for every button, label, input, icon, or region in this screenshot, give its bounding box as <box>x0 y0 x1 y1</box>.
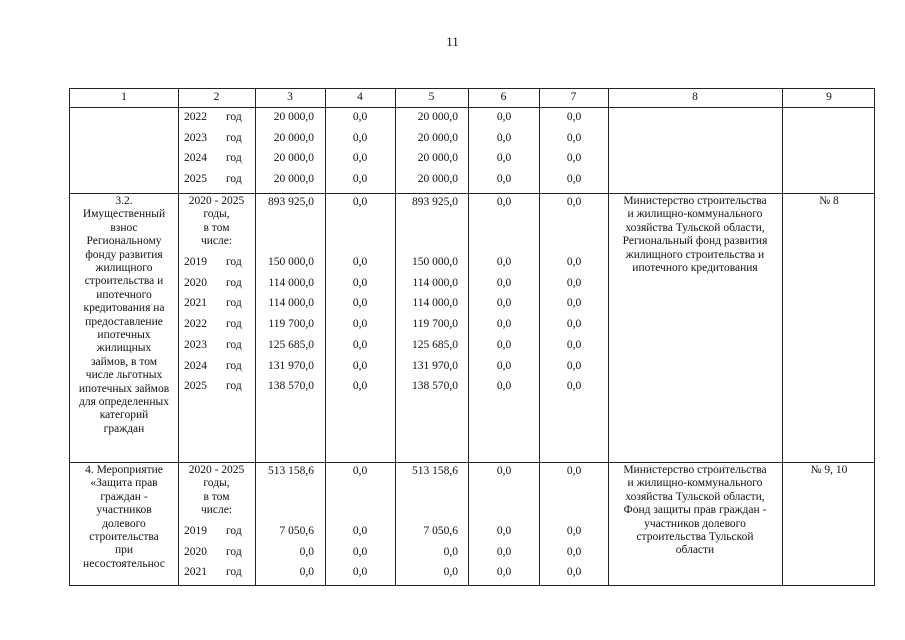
sectionB-row-col3: 114 000,0 <box>268 297 314 310</box>
sectionB-row-col4: 0,0 <box>352 256 368 268</box>
measure-name-line: участников <box>96 504 152 517</box>
executor-line: Министерство строительства <box>623 464 767 476</box>
sectionB-total-col4: 0,0 <box>352 196 368 208</box>
measure-name-line: Региональному <box>86 235 162 248</box>
sectionA-row-col3: 20 000,0 <box>273 152 314 165</box>
sectionB-row-col7: 0,0 <box>566 318 582 331</box>
period-line: числе: <box>200 504 233 517</box>
measure-name-line: Имущественный <box>82 208 166 221</box>
sectionA-row-col3: 20 000,0 <box>273 173 314 186</box>
sectionC-row-col3: 7 050,6 <box>279 525 314 537</box>
sectionA-row-year: 2023 <box>184 131 207 144</box>
sectionA-row-col5: 20 000,0 <box>417 173 458 186</box>
measure-name-line: 4. Мероприятие <box>85 464 163 476</box>
sectionA-row-year: 2025 <box>184 173 207 186</box>
column-divider <box>395 89 396 585</box>
sectionB-row-col6: 0,0 <box>496 380 512 393</box>
sectionA-row-col7: 0,0 <box>566 131 582 144</box>
sectionB-row-col3: 125 685,0 <box>268 338 314 351</box>
sectionB-row-col3: 119 700,0 <box>268 318 314 331</box>
column-divider <box>468 89 469 585</box>
sectionC-row-unit: год <box>226 525 242 537</box>
sectionA-row-unit: год <box>226 131 242 144</box>
sectionA-row-col7: 0,0 <box>566 152 582 165</box>
sectionA-row-year: 2022 <box>184 111 207 123</box>
executor-line: Министерство строительства <box>623 195 767 207</box>
sectionB-row-col4: 0,0 <box>352 359 368 372</box>
sectionA-row-col5: 20 000,0 <box>417 131 458 144</box>
sectionA-row-col3: 20 000,0 <box>273 131 314 144</box>
sectionC-row-col4: 0,0 <box>352 566 368 579</box>
sectionB-row-col7: 0,0 <box>566 256 582 268</box>
measure-name-line: взнос <box>110 221 138 234</box>
sectionA-row-col6: 0,0 <box>496 152 512 165</box>
executor-line: области <box>675 544 715 557</box>
sectionB-row-col3: 150 000,0 <box>268 256 314 268</box>
sectionA-row-col3: 20 000,0 <box>273 111 314 123</box>
sectionB-row-col3: 114 000,0 <box>268 276 314 289</box>
measure-name-line: для определенных <box>79 396 169 408</box>
sectionC-row-col5: 0,0 <box>443 545 458 558</box>
sectionC-total-col6: 0,0 <box>496 465 512 477</box>
sectionB-row-col7: 0,0 <box>566 380 582 393</box>
sectionA-row-col5: 20 000,0 <box>417 152 458 165</box>
executor-line: участников долевого <box>644 517 746 530</box>
executor-line: жилищного строительства и <box>625 248 765 261</box>
measure-name-line: граждан - <box>100 490 148 503</box>
sectionC-row-col5: 7 050,6 <box>423 525 458 537</box>
sectionC-row-col3: 0,0 <box>299 545 314 558</box>
sectionB-row-unit: год <box>226 297 242 310</box>
sectionC-row-col7: 0,0 <box>566 566 582 579</box>
sectionC-total-col3: 513 158,6 <box>268 465 314 477</box>
sectionB-row-col4: 0,0 <box>352 276 368 289</box>
indicator-ref: № 9, 10 <box>810 464 848 476</box>
sectionC-row-col3: 0,0 <box>299 566 314 579</box>
sectionB-row-col7: 0,0 <box>566 297 582 310</box>
column-header: 2 <box>213 91 220 103</box>
sectionC-total-col5: 513 158,6 <box>412 465 458 477</box>
sectionC-row-col5: 0,0 <box>443 566 458 579</box>
measure-name-line: ипотечных займов <box>78 382 170 395</box>
sectionC-row-col6: 0,0 <box>496 525 512 537</box>
period-line: годы, <box>203 208 230 221</box>
sectionC-row-year: 2021 <box>184 566 207 579</box>
measure-name-line: 3.2. <box>115 195 133 207</box>
sectionB-row-year: 2020 <box>184 276 207 289</box>
sectionA-row-col5: 20 000,0 <box>417 111 458 123</box>
executor-line: Региональный фонд развития <box>622 235 768 248</box>
sectionB-row-col3: 138 570,0 <box>268 380 314 393</box>
measure-name-line: несостоятельнос <box>83 557 165 570</box>
sectionB-row-col5: 114 000,0 <box>412 276 458 289</box>
period-line: в том <box>203 490 230 503</box>
period-line: 2020 - 2025 <box>188 464 245 476</box>
sectionC-row-col6: 0,0 <box>496 566 512 579</box>
sectionC-row-year: 2019 <box>184 525 207 537</box>
column-header: 9 <box>826 91 832 103</box>
sectionA-row-col4: 0,0 <box>352 111 368 123</box>
period-line: числе: <box>200 235 233 248</box>
column-header: 4 <box>357 91 363 103</box>
sectionA-row-year: 2024 <box>184 152 207 165</box>
sectionC-row-year: 2020 <box>184 545 207 558</box>
sectionB-row-col4: 0,0 <box>352 338 368 351</box>
measure-name-line: числе льготных <box>85 369 163 382</box>
page-number: 11 <box>446 34 459 49</box>
executor-line: хозяйства Тульской области, <box>625 490 765 503</box>
sectionA-row-col4: 0,0 <box>352 131 368 144</box>
sectionB-row-unit: год <box>226 380 242 393</box>
executor-line: строительства Тульской <box>636 531 754 543</box>
row-divider <box>70 193 874 194</box>
sectionB-row-col3: 131 970,0 <box>268 359 314 372</box>
measure-name-line: долевого <box>102 517 146 530</box>
sectionC-row-col6: 0,0 <box>496 545 512 558</box>
sectionC-row-col7: 0,0 <box>566 525 582 537</box>
sectionB-row-col7: 0,0 <box>566 338 582 351</box>
sectionB-row-col5: 114 000,0 <box>412 297 458 310</box>
column-header: 6 <box>500 91 507 103</box>
column-divider <box>255 89 256 585</box>
sectionB-row-year: 2025 <box>184 380 207 393</box>
sectionB-row-col6: 0,0 <box>496 359 512 372</box>
period-line: 2020 - 2025 <box>188 195 245 207</box>
measure-name-line: жилищных <box>96 342 152 355</box>
sectionA-row-unit: год <box>226 173 242 186</box>
measure-name-line: граждан <box>103 422 145 435</box>
sectionA-row-col6: 0,0 <box>496 173 512 186</box>
budget-table <box>69 88 875 586</box>
column-header: 3 <box>287 91 293 103</box>
measure-name-line: категорий <box>99 409 149 422</box>
sectionC-row-unit: год <box>226 545 242 558</box>
sectionA-row-col4: 0,0 <box>352 173 368 186</box>
column-header: 8 <box>692 91 698 103</box>
column-divider <box>782 89 783 585</box>
sectionB-row-unit: год <box>226 256 242 268</box>
sectionB-row-col5: 150 000,0 <box>412 256 458 268</box>
column-header: 1 <box>121 91 127 103</box>
sectionC-row-col4: 0,0 <box>352 545 368 558</box>
measure-name-line: ипотечных <box>97 329 151 341</box>
sectionB-row-col7: 0,0 <box>566 276 582 289</box>
column-header: 5 <box>428 91 435 103</box>
column-divider <box>539 89 540 585</box>
sectionB-row-col6: 0,0 <box>496 276 512 289</box>
sectionB-row-year: 2023 <box>184 338 207 351</box>
sectionC-row-col7: 0,0 <box>566 545 582 558</box>
measure-name-line: строительства <box>89 531 159 543</box>
sectionC-total-col7: 0,0 <box>566 465 582 477</box>
sectionB-row-unit: год <box>226 338 242 351</box>
sectionB-row-col6: 0,0 <box>496 318 512 331</box>
measure-name-line: ипотечного <box>96 288 152 301</box>
indicator-ref: № 8 <box>819 195 839 207</box>
sectionB-total-col7: 0,0 <box>566 196 582 208</box>
sectionA-row-col7: 0,0 <box>566 111 582 123</box>
measure-name-line: фонду развития <box>85 248 163 261</box>
executor-line: Фонд защиты прав граждан - <box>623 504 767 517</box>
measure-name-line: строительства и <box>84 275 164 288</box>
sectionB-row-col7: 0,0 <box>566 359 582 372</box>
sectionC-row-col4: 0,0 <box>352 525 368 537</box>
column-divider <box>178 89 179 585</box>
sectionB-row-col4: 0,0 <box>352 380 368 393</box>
row-divider <box>70 107 874 108</box>
sectionB-row-col4: 0,0 <box>352 297 368 310</box>
executor-line: хозяйства Тульской области, <box>625 221 765 234</box>
sectionB-row-col5: 131 970,0 <box>412 359 458 372</box>
measure-name-line: «Защита прав <box>90 477 158 490</box>
column-divider <box>325 89 326 585</box>
sectionB-row-col5: 138 570,0 <box>412 380 458 393</box>
sectionB-row-col6: 0,0 <box>496 297 512 310</box>
period-line: в том <box>203 221 230 234</box>
sectionA-row-col6: 0,0 <box>496 131 512 144</box>
sectionC-total-col4: 0,0 <box>352 465 368 477</box>
sectionA-row-col6: 0,0 <box>496 111 512 123</box>
sectionB-row-unit: год <box>226 318 242 331</box>
sectionB-row-col5: 125 685,0 <box>412 338 458 351</box>
sectionB-row-col6: 0,0 <box>496 338 512 351</box>
sectionB-row-year: 2021 <box>184 297 207 310</box>
measure-name-line: при <box>114 544 134 557</box>
sectionB-row-unit: год <box>226 276 242 289</box>
sectionB-total-col3: 893 925,0 <box>268 196 314 208</box>
sectionB-total-col6: 0,0 <box>496 196 512 208</box>
sectionA-row-unit: год <box>226 152 242 165</box>
measure-name-line: кредитования на <box>83 302 165 315</box>
sectionC-row-unit: год <box>226 566 242 579</box>
sectionB-row-col5: 119 700,0 <box>412 318 458 331</box>
executor-line: ипотечного кредитования <box>632 262 758 274</box>
sectionA-row-col7: 0,0 <box>566 173 582 186</box>
sectionB-row-year: 2019 <box>184 256 207 268</box>
sectionB-row-col6: 0,0 <box>496 256 512 268</box>
sectionB-row-year: 2024 <box>184 359 207 372</box>
measure-name-line: займов, в том <box>91 355 157 368</box>
sectionA-row-col4: 0,0 <box>352 152 368 165</box>
executor-line: и жилищно-коммунального <box>627 208 763 221</box>
measure-name-line: предоставление <box>85 315 163 328</box>
sectionB-row-unit: год <box>226 359 242 372</box>
sectionB-total-col5: 893 925,0 <box>412 196 458 208</box>
row-divider <box>70 462 874 463</box>
sectionB-row-year: 2022 <box>184 318 207 331</box>
measure-name-line: жилищного <box>95 262 153 274</box>
column-divider <box>608 89 609 585</box>
period-line: годы, <box>203 477 230 490</box>
column-header: 7 <box>570 91 577 103</box>
sectionA-row-unit: год <box>226 111 242 123</box>
executor-line: и жилищно-коммунального <box>627 477 763 490</box>
sectionB-row-col4: 0,0 <box>352 318 368 331</box>
